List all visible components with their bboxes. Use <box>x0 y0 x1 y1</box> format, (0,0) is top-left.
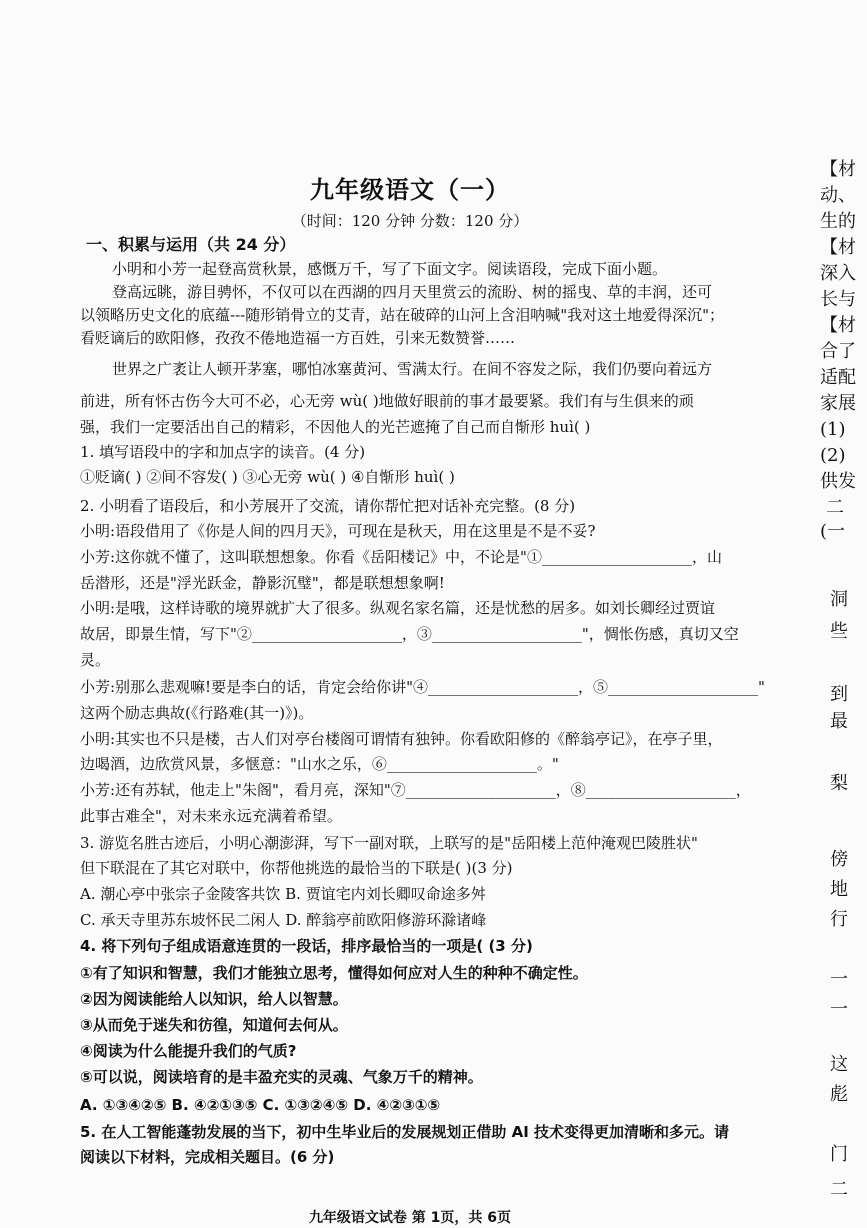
dialogue-line: 小明:是哦，这样诗歌的境界就扩大了很多。纵观名家名篇，还是忧愁的居多。如刘长卿经过贾谊 <box>80 599 716 617</box>
edge-text: (2) <box>820 445 846 466</box>
edge-text: 供发 <box>820 471 856 492</box>
edge-text: 【材 <box>820 159 856 180</box>
edge-text: 洞 <box>830 589 848 610</box>
sentence-item: ⑤可以说，阅读培育的是丰盈充实的灵魂、气象万千的精神。 <box>80 1068 483 1086</box>
edge-text: 动、 <box>820 185 856 206</box>
edge-text: 傍 <box>830 849 848 870</box>
page-footer: 九年级语文试卷 第 1页，共 6页 <box>308 1210 512 1226</box>
question-4: 4. 将下列句子组成语意连贯的一段话，排序最恰当的一项是( (3 分) <box>80 937 533 955</box>
option-line: A. ①③④②⑤ B. ④②①③⑤ C. ①③②④⑤ D. ④②③①⑤ <box>80 1096 441 1114</box>
edge-text: 这 <box>830 1054 848 1075</box>
edge-text: 最 <box>830 711 848 732</box>
edge-text: 家展 <box>820 393 856 414</box>
section-heading: 一、积累与运用（共 24 分） <box>86 235 296 254</box>
passage-line: 看贬谪后的欧阳修，孜孜不倦地造福一方百姓，引来无数赞誉…… <box>80 329 516 347</box>
passage-line: 以领略历史文化的底蕴---随形销骨立的艾青，站在破碎的山河上含泪呐喊"我对这土地爱得深沉"； <box>80 306 725 324</box>
edge-text: 长与 <box>820 289 856 310</box>
edge-text: 行 <box>830 909 848 930</box>
edge-text: 彪 <box>830 1084 848 1105</box>
question-5-cont: 阅读以下材料，完成相关题目。(6 分) <box>80 1148 335 1166</box>
dialogue-line: 故居，即景生情，写下"②____________________，③____________________"，惆怅伤感，真切又空 <box>80 625 739 643</box>
question-3-cont: 但下联混在了其它对联中，你帮他挑选的最恰当的下联是( )(3 分) <box>80 859 513 877</box>
option-line: C. 承天寺里苏东坡怀民二闲人 D. 醉翁亭前欧阳修游环滁诸峰 <box>80 911 487 929</box>
dialogue-line: 此事古难全"，对未来永远充满着希望。 <box>80 807 342 825</box>
sentence-item: ③从而免于迷失和彷徨，知道何去何从。 <box>80 1016 348 1034</box>
edge-text: 到 <box>830 684 848 705</box>
edge-text: 些 <box>830 621 848 642</box>
passage-line: 前进，所有怀古伤今大可不必，心无旁 wù( )地做好眼前的事才最要紧。我们有与生俱来的顽 <box>80 392 694 410</box>
edge-text: 一 <box>830 969 848 990</box>
sentence-item: ①有了知识和智慧，我们才能独立思考，懂得如何应对人生的种种不确定性。 <box>80 964 588 982</box>
dialogue-line: 灵。 <box>80 651 111 669</box>
intro-line: 小明和小芳一起登高赏秋景，感慨万千，写了下面文字。阅读语段，完成下面小题。 <box>112 260 668 278</box>
edge-text: 一 <box>830 999 848 1020</box>
sentence-item: ④阅读为什么能提升我们的气质? <box>80 1042 297 1060</box>
question-1-items: ①贬谪( ) ②间不容发( ) ③心无旁 wù( ) ④自惭形 huì( ) <box>80 468 455 486</box>
edge-text: (1) <box>820 419 846 440</box>
dialogue-line: 小芳:这你就不懂了，这叫联想想象。你看《岳阳楼记》中，不论是"①____________________，山 <box>80 548 722 566</box>
edge-text: 生的 <box>820 211 856 232</box>
dialogue-line: 小芳:别那么悲观嘛!要是李白的话，肯定会给你讲"④____________________，⑤____________________" <box>80 678 765 696</box>
edge-text: 深入 <box>820 263 856 284</box>
edge-text: 梨 <box>830 773 848 794</box>
dialogue-line: 小明:其实也不只是楼，古人们对亭台楼阁可谓情有独钟。你看欧阳修的《醉翁亭记》，在亭子里， <box>80 730 723 748</box>
passage-line: 强，我们一定要活出自己的精彩，不因他人的光芒遮掩了自己而自惭形 huì( ) <box>80 418 591 436</box>
dialogue-line: 小芳:还有苏轼，他走上"朱阁"，看月亮，深知"⑦____________________，⑧____________________， <box>80 781 751 799</box>
sentence-item: ②因为阅读能给人以知识，给人以智慧。 <box>80 990 348 1008</box>
edge-text: 【材 <box>820 237 856 258</box>
question-5: 5. 在人工智能蓬勃发展的当下，初中生毕业后的发展规划正借助 AI 技术变得更加清晰和多元。请 <box>80 1123 729 1141</box>
edge-text: 【材 <box>820 315 856 336</box>
dialogue-line: 小明:语段借用了《你是人间的四月天》，可现在是秋天，用在这里是不是不妥? <box>80 522 596 540</box>
option-line: A. 潮心亭中张宗子金陵客共饮 B. 贾谊宅内刘长卿叹命途多舛 <box>80 885 486 903</box>
edge-text: (一 <box>820 521 846 542</box>
question-3: 3. 游览名胜古迹后，小明心潮澎湃，写下一副对联，上联写的是"岳阳楼上范仲淹观巴陵胜状" <box>80 834 698 852</box>
edge-text: 适配 <box>820 367 856 388</box>
dialogue-line: 岳潜形，还是"浮光跃金，静影沉璧"，都是联想想象啊! <box>80 574 445 592</box>
edge-text: 合了 <box>820 341 856 362</box>
dialogue-line: 这两个励志典故(《行路难(其一)》)。 <box>80 704 314 722</box>
passage-line: 世界之广袤让人顿开茅塞，哪怕冰塞黄河、雪满太行。在间不容发之际，我们仍要向着远方 <box>112 360 713 378</box>
edge-text: 地 <box>830 879 848 900</box>
edge-text: 二 <box>826 497 844 518</box>
next-page-edge <box>806 150 867 1228</box>
exam-time-score: （时间：120 分钟 分数：120 分） <box>291 212 529 230</box>
passage-line: 登高远眺，游目骋怀，不仅可以在西湖的四月天里赏云的流盼、树的摇曳、草的丰润，还可 <box>112 283 713 301</box>
page-title: 九年级语文（一） <box>310 176 510 204</box>
question-1: 1. 填写语段中的字和加点字的读音。(4 分) <box>80 443 366 461</box>
edge-text: 二 <box>830 1179 848 1200</box>
question-2: 2. 小明看了语段后，和小芳展开了交流，请你帮忙把对话补充完整。(8 分) <box>80 497 576 515</box>
edge-text: 门 <box>830 1144 848 1165</box>
dialogue-line: 边喝酒，边欣赏风景，多惬意："山水之乐，⑥____________________。" <box>80 755 559 773</box>
